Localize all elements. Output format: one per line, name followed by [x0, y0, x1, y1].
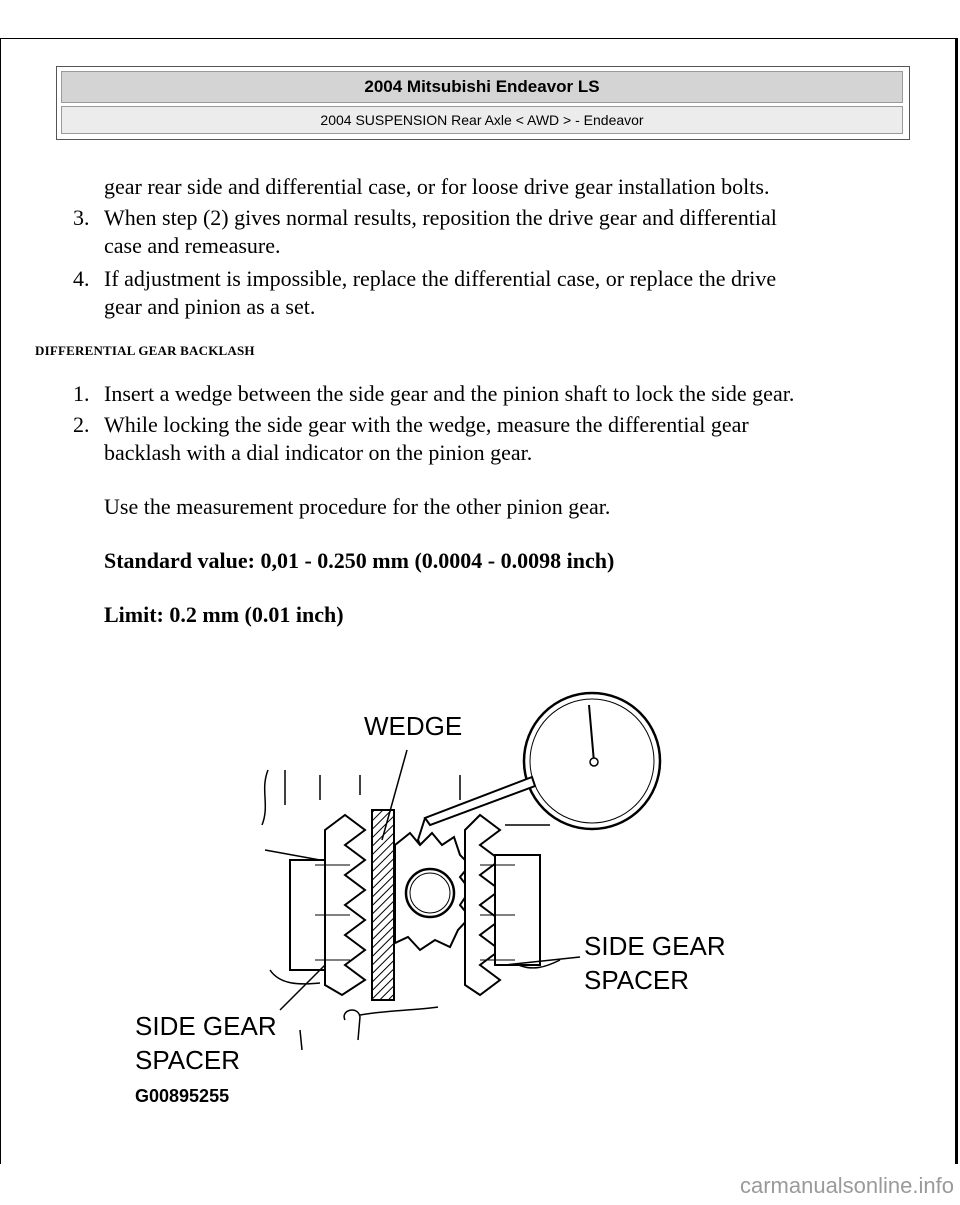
- step-2-number: 2.: [73, 412, 90, 437]
- step-2-line-1: While locking the side gear with the wedge, measure the differential gear: [104, 412, 749, 437]
- step-1-number: 1.: [73, 381, 90, 406]
- step-4-line-1: If adjustment is impossible, replace the differential case, or replace the drive: [104, 266, 777, 291]
- header-subtitle: 2004 SUSPENSION Rear Axle < AWD > - Endeavor: [61, 106, 903, 134]
- label-side-gear-left-1: SIDE GEAR: [135, 1011, 277, 1041]
- note-text: Use the measurement procedure for the other pinion gear.: [104, 494, 611, 519]
- label-side-gear-left-2: SPACER: [135, 1045, 240, 1075]
- continued-text: gear rear side and differential case, or for loose drive gear installation bolts.: [104, 174, 770, 199]
- section-heading: DIFFERENTIAL GEAR BACKLASH: [35, 343, 255, 358]
- figure-code: G00895255: [135, 1086, 230, 1106]
- dial-indicator: [524, 693, 660, 829]
- standard-value: Standard value: 0,01 - 0.250 mm (0.0004 - 0.0098 inch): [104, 548, 615, 573]
- header-title: 2004 Mitsubishi Endeavor LS: [61, 71, 903, 103]
- pinion-gear: [395, 833, 470, 950]
- differential-gear-figure: [120, 665, 770, 1115]
- step-4-number: 4.: [73, 266, 90, 291]
- step-3-line-1: When step (2) gives normal results, reposition the drive gear and differential: [104, 205, 777, 230]
- step-2-line-2: backlash with a dial indicator on the pinion gear.: [104, 440, 533, 465]
- limit-value: Limit: 0.2 mm (0.01 inch): [104, 602, 344, 627]
- label-wedge: WEDGE: [364, 711, 463, 741]
- document-header: [56, 66, 910, 140]
- step-1-line-1: Insert a wedge between the side gear and the pinion shaft to lock the side gear.: [104, 381, 795, 406]
- label-side-gear-right-1: SIDE GEAR: [584, 931, 726, 961]
- label-side-gear-right-2: SPACER: [584, 965, 689, 995]
- watermark: carmanualsonline.info: [739, 1173, 954, 1198]
- left-side-gear: [290, 815, 365, 995]
- step-3-line-2: case and remeasure.: [104, 233, 281, 258]
- step-3-number: 3.: [73, 205, 90, 230]
- step-4-line-2: gear and pinion as a set.: [104, 294, 316, 319]
